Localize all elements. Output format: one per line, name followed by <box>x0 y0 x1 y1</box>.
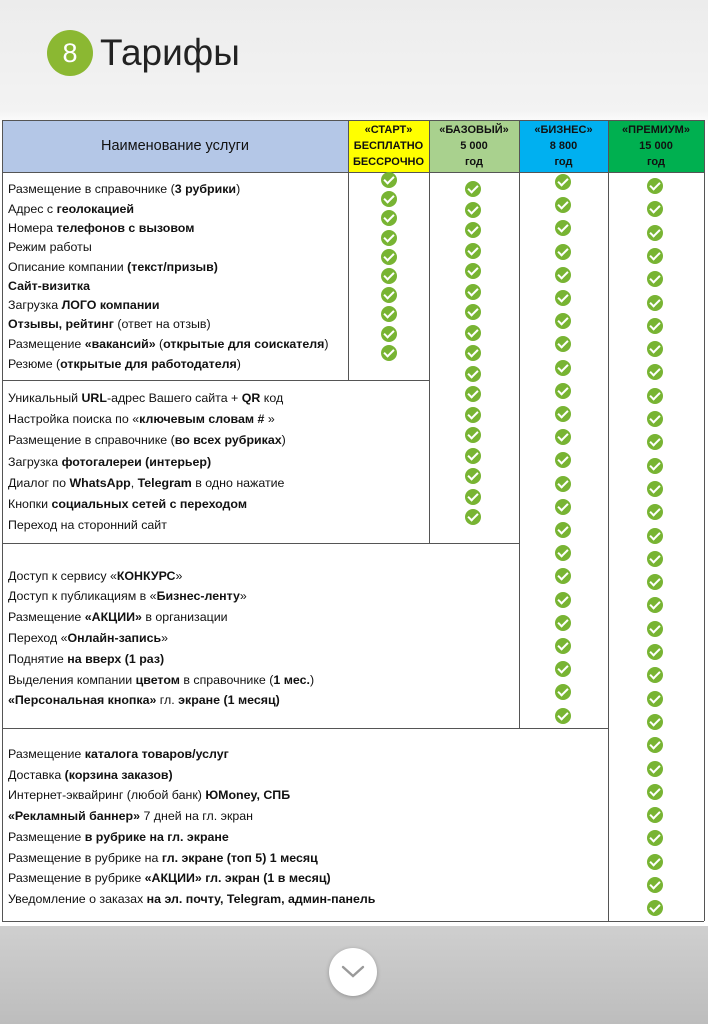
check-icon <box>555 174 571 190</box>
check-icon <box>465 243 481 259</box>
check-icon <box>647 295 663 311</box>
grid-line <box>704 120 705 921</box>
service-text: Выделения компании <box>8 673 136 687</box>
check-icon <box>555 476 571 492</box>
check-icon <box>555 290 571 306</box>
grid-line <box>2 921 704 922</box>
check-icon <box>555 197 571 213</box>
service-text: Адрес с <box>8 202 57 216</box>
service-text: » <box>161 631 169 645</box>
service-row <box>8 808 253 824</box>
grid-line <box>2 172 704 173</box>
chevron-down-icon <box>341 962 365 982</box>
check-icon <box>381 287 397 303</box>
service-row <box>8 411 275 427</box>
service-text: «Персональная кнопка» <box>8 693 157 707</box>
check-icon <box>647 225 663 241</box>
plan-header-line: год <box>554 156 573 168</box>
service-text: Переход на сторонний сайт <box>8 518 167 532</box>
check-icon <box>381 210 397 226</box>
check-icon <box>555 638 571 654</box>
check-icon <box>647 830 663 846</box>
service-text: в рубрике на гл. экране <box>84 830 229 844</box>
service-row <box>8 496 247 512</box>
service-text: экране (1 месяц) <box>178 693 280 707</box>
service-text: «Рекламный баннер» <box>8 809 141 823</box>
check-icon <box>555 383 571 399</box>
plan-header-line: «БИЗНЕС» <box>534 124 593 136</box>
check-icon <box>465 263 481 279</box>
service-row <box>8 356 241 372</box>
service-text: геолокацией <box>56 202 134 216</box>
service-row <box>8 390 283 406</box>
service-row <box>8 278 90 294</box>
slide-number-badge: 8 <box>47 30 93 76</box>
service-text: » <box>175 569 183 583</box>
service-text: цветом <box>135 673 180 687</box>
service-text: в одно нажатие <box>191 476 285 490</box>
check-icon <box>647 248 663 264</box>
check-icon <box>555 545 571 561</box>
service-text: «АКЦИИ» <box>144 871 202 885</box>
service-text: (корзина заказов) <box>64 768 173 782</box>
service-text: Бизнес-ленту <box>156 589 240 603</box>
service-text: фотогалереи (интерьер) <box>61 455 212 469</box>
service-row <box>8 239 92 255</box>
check-icon <box>647 900 663 916</box>
service-row <box>8 336 329 352</box>
service-text: ключевым словам # <box>139 412 268 426</box>
check-icon <box>555 708 571 724</box>
service-text: каталога товаров/услуг <box>84 747 229 761</box>
check-icon <box>555 244 571 260</box>
check-icon <box>465 509 481 525</box>
service-row <box>8 609 228 625</box>
service-row <box>8 829 229 845</box>
service-text: (текст/призыв) <box>127 260 218 274</box>
check-icon <box>555 568 571 584</box>
check-icon <box>381 326 397 342</box>
check-icon <box>647 574 663 590</box>
plan-header-line: БЕССРОЧНО <box>352 156 425 168</box>
check-icon <box>555 360 571 376</box>
check-icon <box>381 249 397 265</box>
service-text: телефонов с вызовом <box>56 221 195 235</box>
check-icon <box>647 411 663 427</box>
check-icon <box>465 284 481 300</box>
check-icon <box>465 202 481 218</box>
plan-header-line: 15 000 <box>639 140 673 152</box>
check-icon <box>555 499 571 515</box>
check-icon <box>555 684 571 700</box>
header-plan-start <box>348 120 429 172</box>
grid-line <box>2 543 519 544</box>
check-icon <box>381 191 397 207</box>
service-text: , СПБ <box>256 788 291 802</box>
grid-line <box>2 728 608 729</box>
plan-header-line: «ПРЕМИУМ» <box>622 124 690 136</box>
service-row <box>8 630 168 646</box>
service-text: (ответ на отзыв) <box>113 317 211 331</box>
grid-line <box>348 120 349 380</box>
slide-title: Тарифы <box>100 32 240 73</box>
check-icon <box>465 407 481 423</box>
service-text: Диалог по <box>8 476 70 490</box>
check-icon <box>647 388 663 404</box>
service-text: КОНКУРС <box>116 569 176 583</box>
check-icon <box>647 201 663 217</box>
check-icon <box>381 230 397 246</box>
service-row <box>8 297 160 313</box>
service-text: ) <box>281 433 286 447</box>
check-icon <box>647 644 663 660</box>
check-icon <box>647 784 663 800</box>
service-text: открытые для работодателя <box>60 357 237 371</box>
check-icon <box>647 434 663 450</box>
service-row <box>8 870 331 886</box>
check-icon <box>555 220 571 236</box>
service-text: 3 рубрики <box>174 182 237 196</box>
service-text: Загрузка <box>8 298 62 312</box>
service-text: в справочнике ( <box>179 673 274 687</box>
check-icon <box>555 615 571 631</box>
service-text: гл. экране (топ 5) 1 месяц <box>161 851 318 865</box>
grid-line <box>2 120 704 121</box>
service-row <box>8 181 240 197</box>
check-icon <box>465 222 481 238</box>
check-icon <box>465 181 481 197</box>
check-icon <box>555 267 571 283</box>
service-text: гл. <box>156 693 179 707</box>
next-slide-button[interactable] <box>329 948 377 996</box>
service-text: код <box>260 391 284 405</box>
service-text: открытые для соискателя <box>163 337 325 351</box>
check-icon <box>381 306 397 322</box>
service-text: -адрес Вашего сайта + <box>106 391 242 405</box>
service-text: Кнопки <box>8 497 52 511</box>
service-text: Размещение в справочнике ( <box>8 182 175 196</box>
service-row <box>8 517 167 533</box>
service-text: ( <box>155 337 164 351</box>
service-text: , <box>130 476 138 490</box>
check-icon <box>647 714 663 730</box>
check-icon <box>465 448 481 464</box>
service-text: ) <box>236 182 241 196</box>
service-text: Настройка поиска по « <box>8 412 140 426</box>
service-row <box>8 588 247 604</box>
grid-line <box>2 120 3 921</box>
service-text: во всех рубриках <box>174 433 282 447</box>
service-row <box>8 201 134 217</box>
check-icon <box>647 481 663 497</box>
service-text: Уведомление о заказах <box>8 892 147 906</box>
grid-line <box>2 380 429 381</box>
service-text: ) <box>324 337 329 351</box>
service-text: Номера <box>8 221 57 235</box>
service-text: «АКЦИИ» <box>84 610 142 624</box>
check-icon <box>465 366 481 382</box>
check-icon <box>465 345 481 361</box>
check-icon <box>647 761 663 777</box>
service-text: Режим работы <box>8 240 92 254</box>
service-text: Переход « <box>8 631 68 645</box>
service-row <box>8 891 375 907</box>
plan-header-line: 8 800 <box>549 140 578 152</box>
grid-line <box>608 120 609 921</box>
service-text: социальных сетей с переходом <box>51 497 247 511</box>
service-text: (1 раз) <box>121 652 165 666</box>
check-icon <box>647 504 663 520</box>
check-icon <box>555 661 571 677</box>
service-row <box>8 746 229 762</box>
service-text: ЮMoney <box>205 788 257 802</box>
service-text: QR <box>241 391 261 405</box>
service-text: Резюме ( <box>8 357 61 371</box>
check-icon <box>647 877 663 893</box>
check-icon <box>381 172 397 188</box>
service-text: гл. экран (1 в месяц) <box>201 871 331 885</box>
service-text: Размещение <box>8 830 85 844</box>
check-icon <box>647 364 663 380</box>
service-text: Поднятие <box>8 652 68 666</box>
service-row <box>8 316 211 332</box>
check-icon <box>647 458 663 474</box>
service-text: 1 мес. <box>273 673 310 687</box>
check-icon <box>647 271 663 287</box>
check-icon <box>555 522 571 538</box>
service-row <box>8 259 218 275</box>
service-row <box>8 568 182 584</box>
check-icon <box>555 452 571 468</box>
service-text: 7 дней на гл. экран <box>140 809 254 823</box>
header-plan-business <box>519 120 608 172</box>
check-icon <box>647 737 663 753</box>
header-plan-base <box>429 120 519 172</box>
check-icon <box>465 304 481 320</box>
check-icon <box>555 406 571 422</box>
service-text: Уникальный <box>8 391 82 405</box>
service-text: Описание компании <box>8 260 128 274</box>
service-text: Отзывы, рейтинг <box>8 317 114 331</box>
service-text: Размещение <box>8 610 85 624</box>
service-row <box>8 651 164 667</box>
check-icon <box>465 468 481 484</box>
service-text: «вакансий» <box>84 337 156 351</box>
service-text: URL <box>81 391 107 405</box>
grid-line <box>519 120 520 728</box>
service-text: Доступ к публикациям в « <box>8 589 157 603</box>
plan-header-line: год <box>465 156 483 168</box>
service-text: Размещение в рубрике на <box>8 851 162 865</box>
header-plan-premium <box>608 120 704 172</box>
check-icon <box>381 268 397 284</box>
check-icon <box>647 178 663 194</box>
check-icon <box>465 325 481 341</box>
plan-header-line: БЕСПЛАТНО <box>353 140 424 152</box>
check-icon <box>647 667 663 683</box>
service-text: Доступ к сервису « <box>8 569 117 583</box>
header-service-name: Наименование услуги <box>2 120 348 172</box>
plan-header-line: «БАЗОВЫЙ» <box>439 124 509 136</box>
check-icon <box>647 551 663 567</box>
service-text: Интернет-эквайринг (любой банк) <box>8 788 206 802</box>
service-text: » <box>239 589 247 603</box>
service-text: Размещение в справочнике ( <box>8 433 175 447</box>
service-text: на вверх <box>67 652 122 666</box>
service-text: Размещение <box>8 747 85 761</box>
check-icon <box>647 597 663 613</box>
check-icon <box>381 345 397 361</box>
service-row <box>8 454 211 470</box>
service-text: » <box>267 412 275 426</box>
service-text: ) <box>236 357 241 371</box>
check-icon <box>647 621 663 637</box>
service-row <box>8 475 284 491</box>
plan-header-line: «СТАРТ» <box>364 124 413 136</box>
service-text: WhatsApp <box>69 476 131 490</box>
plan-header-line: 5 000 <box>460 140 488 152</box>
check-icon <box>465 489 481 505</box>
service-row <box>8 692 280 708</box>
service-text: Telegram <box>137 476 192 490</box>
slide-footer-bar <box>0 926 708 1024</box>
check-icon <box>555 336 571 352</box>
check-icon <box>647 528 663 544</box>
service-row <box>8 787 290 803</box>
service-text: Размещение в рубрике <box>8 871 145 885</box>
service-text: ЛОГО компании <box>61 298 160 312</box>
service-row <box>8 432 286 448</box>
check-icon <box>647 854 663 870</box>
service-text: Доставка <box>8 768 65 782</box>
check-icon <box>647 807 663 823</box>
check-icon <box>647 691 663 707</box>
service-row <box>8 850 318 866</box>
check-icon <box>555 592 571 608</box>
service-text: на эл. почту, Telegram, админ-панель <box>146 892 376 906</box>
service-text: Загрузка <box>8 455 62 469</box>
check-icon <box>555 313 571 329</box>
check-icon <box>647 341 663 357</box>
check-icon <box>555 429 571 445</box>
grid-line <box>429 120 430 543</box>
plan-header-line: год <box>647 156 665 168</box>
service-text: в организации <box>141 610 228 624</box>
service-row <box>8 672 314 688</box>
service-row <box>8 767 173 783</box>
service-text: Сайт-визитка <box>8 279 90 293</box>
service-text: Размещение <box>8 337 85 351</box>
check-icon <box>647 318 663 334</box>
check-icon <box>465 427 481 443</box>
service-row <box>8 220 194 236</box>
service-text: Онлайн-запись <box>67 631 162 645</box>
service-text: ) <box>309 673 315 687</box>
check-icon <box>465 386 481 402</box>
